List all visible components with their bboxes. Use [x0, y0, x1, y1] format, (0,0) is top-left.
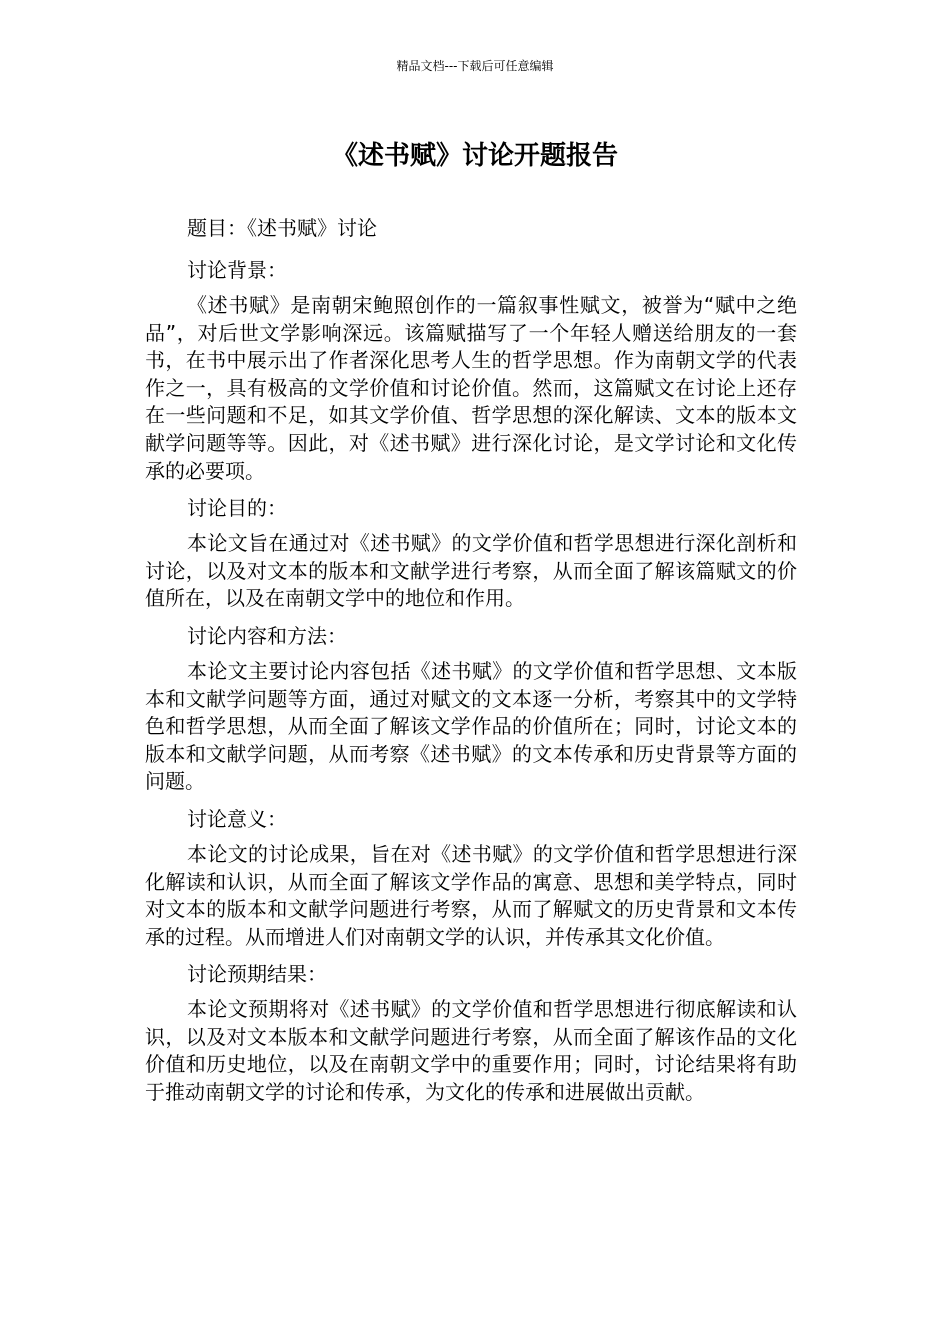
- section-body-background: 《述书赋》是南朝宋鲍照创作的一篇叙事性赋文，被誉为“赋中之绝品”，对后世文学影响深远。该篇赋描写了一个年轻人赠送给朋友的一套书，在书中展示出了作者深化思考人生的哲学思想。作为南朝文学的代表作之一，具有极高的文学价值和讨论价值。然而，这篇赋文在讨论上还存在一些问题和不足，如其文学价值、哲学思想的深化解读、文本的版本文献学问题等等。因此，对《述书赋》进行深化讨论，是文学讨论和文化传承的必要项。: [145, 293, 797, 483]
- document-body: [145, 212, 797, 1114]
- document-title: 《述书赋》讨论开题报告: [331, 141, 618, 171]
- header-note: 精品文档---下载后可任意编辑: [396, 59, 554, 73]
- topic-line: 题目：《述书赋》讨论: [187, 216, 377, 240]
- section-body-significance: 本论文的讨论成果，旨在对《述书赋》的文学价值和哲学思想进行深化解读和认识，从而全面了解该文学作品的寓意、思想和美学特点，同时对文本的版本和文献学问题进行考察，从而了解赋文的历史背景和文本传承的过程。从而增进人们对南朝文学的认识，并传承其文化价值。: [145, 841, 797, 949]
- section-heading-significance: 讨论意义：: [187, 806, 287, 831]
- section-body-content-method: 本论文主要讨论内容包括《述书赋》的文学价值和哲学思想、文本版本和文献学问题等方面，通过对赋文的文本逐一分析，考察其中的文学特色和哲学思想，从而全面了解该文学作品的价值所在；同时，讨论文本的版本和文献学问题，从而考察《述书赋》的文本传承和历史背景等方面的问题。: [145, 658, 797, 794]
- section-heading-purpose: 讨论目的：: [187, 496, 287, 521]
- section-body-purpose: 本论文旨在通过对《述书赋》的文学价值和哲学思想进行深化剖析和讨论，以及对文本的版本和文献学进行考察，从而全面了解该篇赋文的价值所在，以及在南朝文学中的地位和作用。: [145, 531, 797, 611]
- section-heading-expected-results: 讨论预期结果：: [187, 962, 327, 987]
- section-heading-content-method: 讨论内容和方法：: [187, 623, 347, 648]
- section-heading-background: 讨论背景：: [187, 258, 287, 282]
- section-body-expected-results: 本论文预期将对《述书赋》的文学价值和哲学思想进行彻底解读和认识，以及对文本版本和文献学问题进行考察，从而全面了解该作品的文化价值和历史地位，以及在南朝文学中的重要作用；同时，讨论结果将有助于推动南朝文学的讨论和传承，为文化的传承和进展做出贡献。: [145, 997, 797, 1105]
